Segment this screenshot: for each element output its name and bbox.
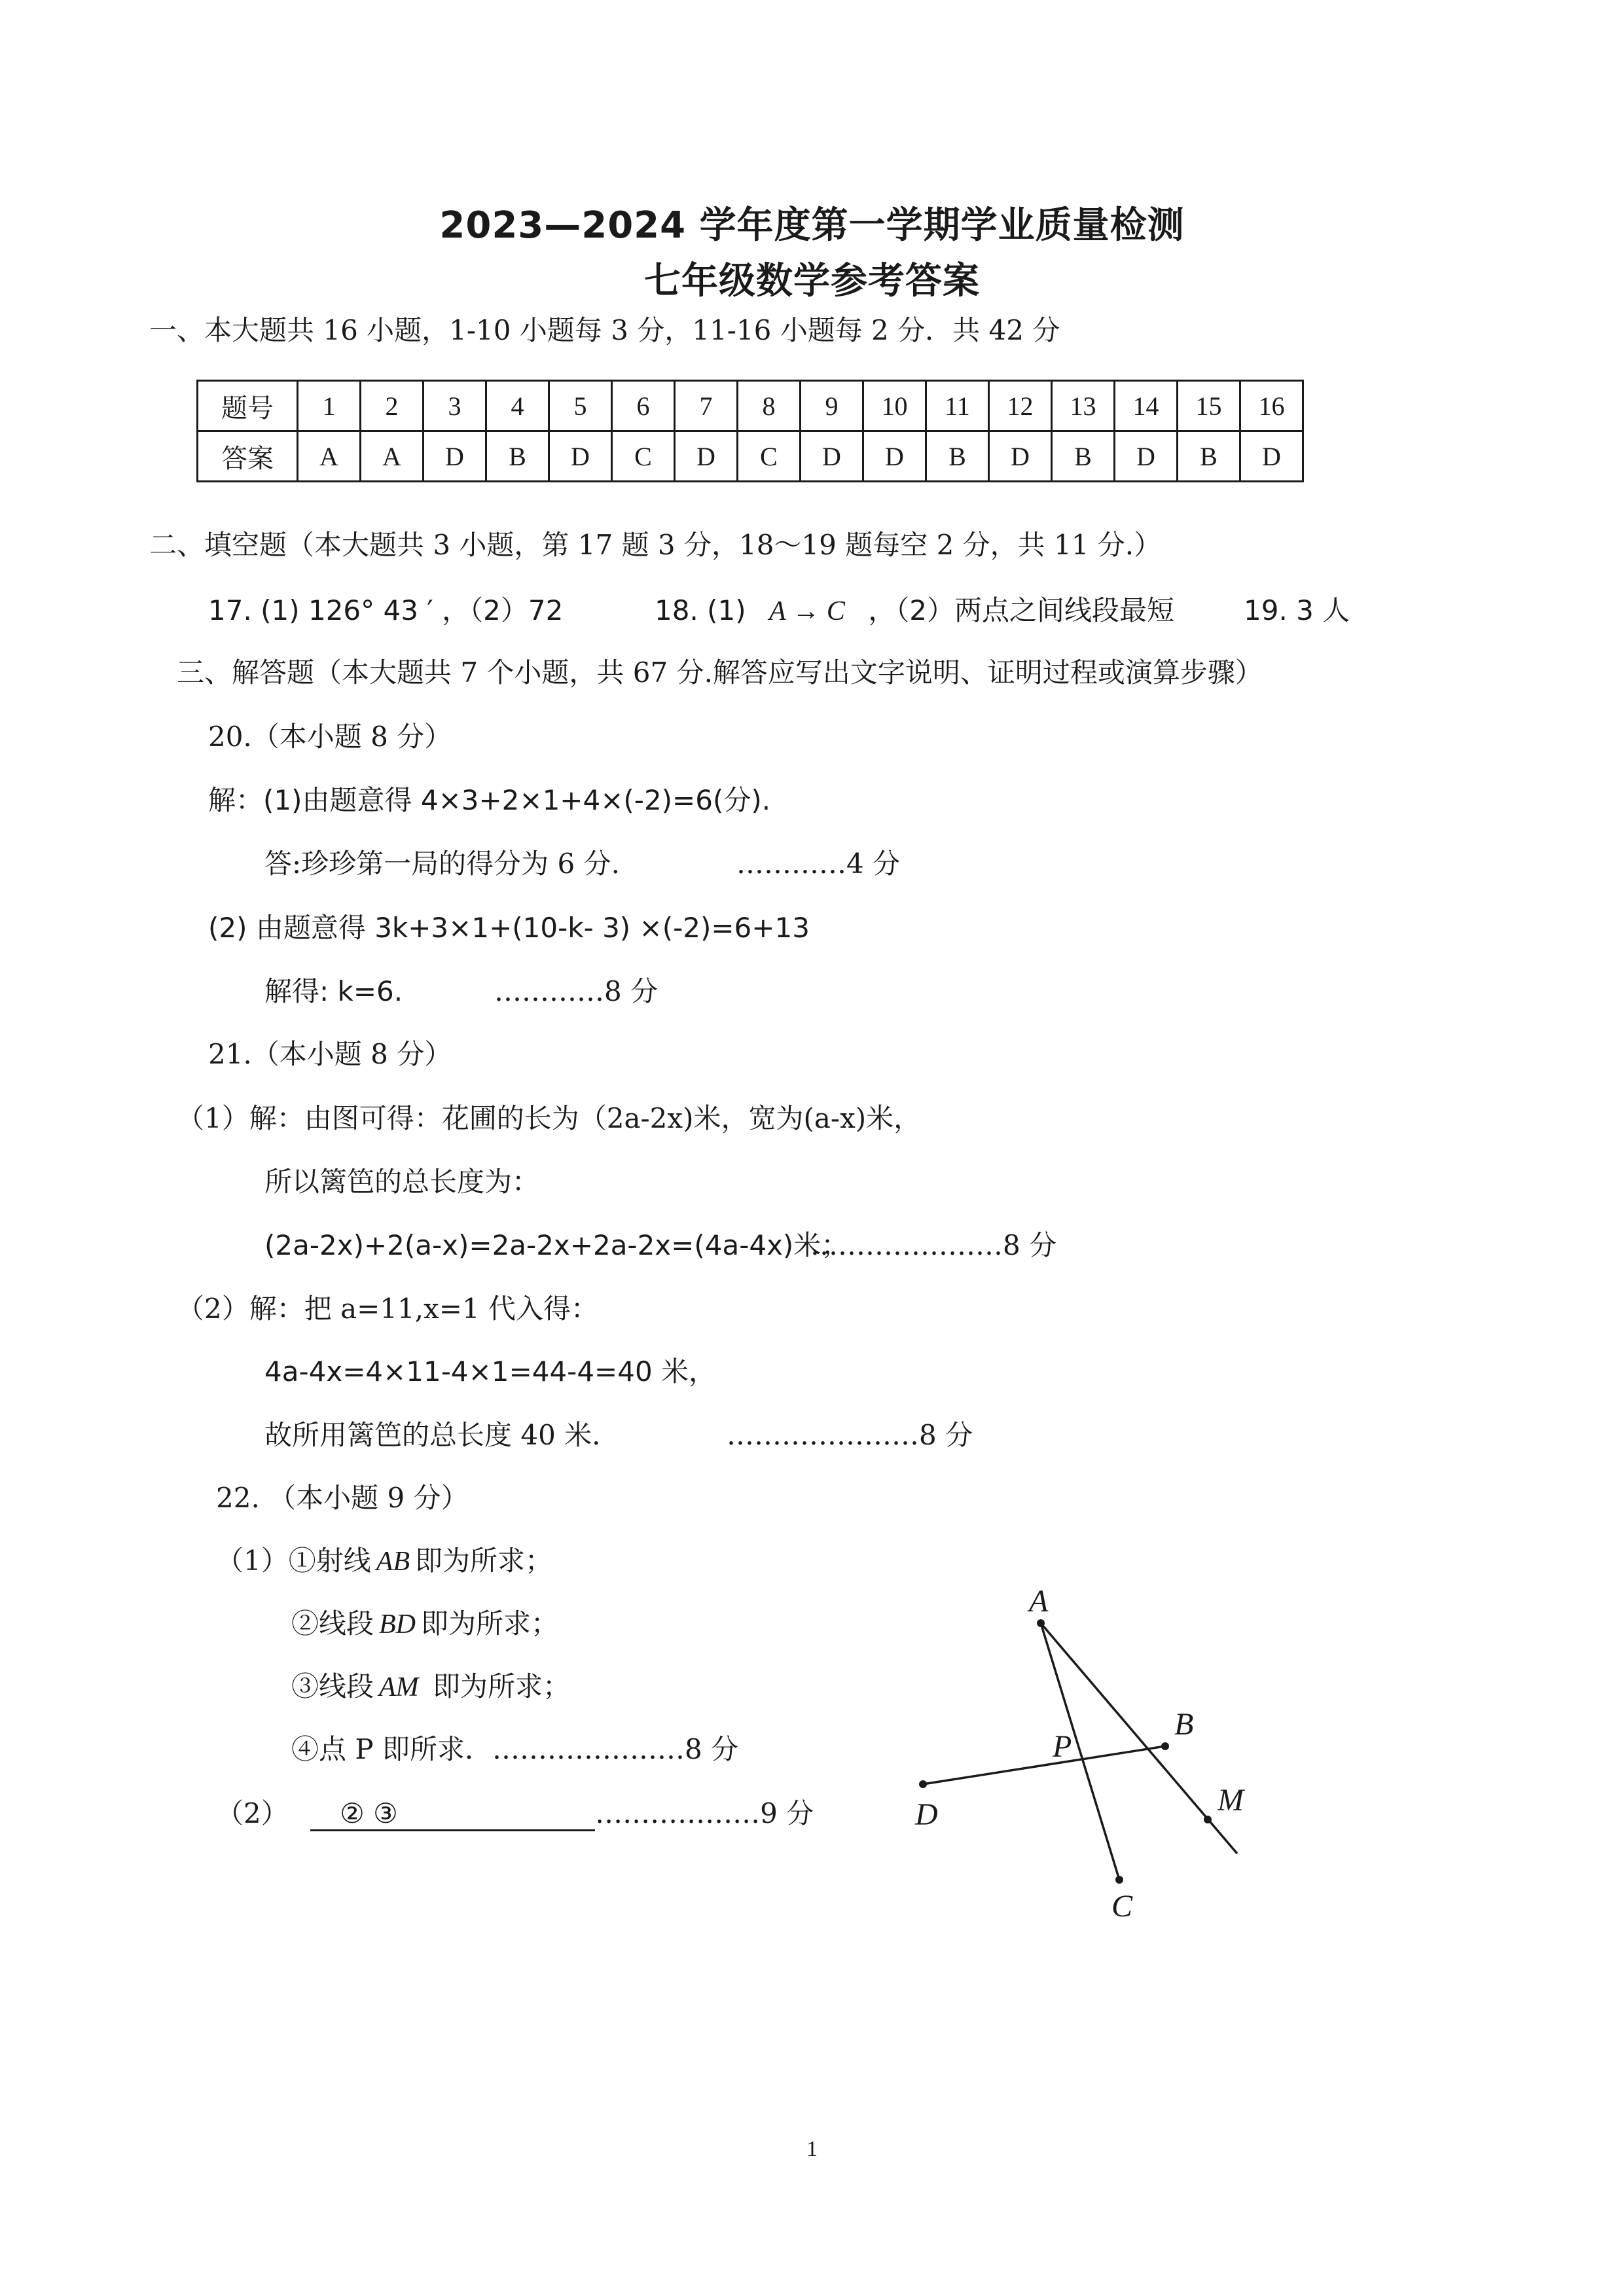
q20-line3: (2) 由题意得 3k+3×1+(10-k- 3) ×(-2)=6+13 <box>208 912 810 944</box>
answer-cell: D <box>675 431 738 482</box>
question-number: 5 <box>549 381 612 431</box>
section2-heading: 二、填空题（本大题共 3 小题，第 17 题 3 分，18～19 题每空 2 分，共 11 分.） <box>149 529 1162 561</box>
answer-cell: D <box>424 431 486 482</box>
q22-line2 <box>291 1602 558 1641</box>
q22-line1 <box>216 1539 552 1579</box>
q22-header: 22. （本小题 9 分） <box>216 1482 469 1514</box>
point-d <box>919 1780 927 1788</box>
q17-answer: 17. (1) 126° 43 ′ ，（2）72 <box>208 594 564 626</box>
q20-score2: …………8 分 <box>494 975 659 1007</box>
q22-part2-label: （2） <box>216 1797 289 1829</box>
q22-score2: ………………9 分 <box>595 1797 814 1829</box>
answer-cell: A <box>298 431 361 482</box>
q22-line1-prefix: （1）①射线 <box>216 1545 371 1577</box>
q22-line2-prefix: ②线段 <box>291 1607 374 1640</box>
q22-line5 <box>216 1792 814 1831</box>
answer-cell: A <box>361 431 424 482</box>
title-line1: 2023—2024 学年度第一学期学业质量检测 <box>439 204 1185 247</box>
label-c: C <box>1111 1889 1133 1924</box>
question-number: 2 <box>361 381 424 431</box>
q22-line3-prefix: ③线段 <box>291 1670 374 1702</box>
q21-line4: （2）解：把 a=11,x=1 代入得： <box>177 1293 599 1325</box>
q21-line2: 所以篱笆的总长度为： <box>264 1166 540 1198</box>
section1-heading: 一、本大题共 16 小题，1-10 小题每 3 分，11-16 小题每 2 分．共 42 分 <box>149 314 1060 346</box>
label-m: M <box>1218 1783 1244 1818</box>
q21-header: 21.（本小题 8 分） <box>208 1038 452 1070</box>
point-b <box>1161 1742 1169 1750</box>
question-number: 15 <box>1178 381 1240 431</box>
title-line2: 七年级数学参考答案 <box>644 260 980 302</box>
q19-answer: 19. 3 人 <box>1244 594 1350 626</box>
answer-cell: B <box>926 431 989 482</box>
question-number: 6 <box>612 381 675 431</box>
answer-cell: D <box>801 431 863 482</box>
q21-line1: （1）解：由图可得：花圃的长为（2a-2x)米，宽为(a-x)米， <box>177 1102 922 1134</box>
q21-line3: (2a-2x)+2(a-x)=2a-2x+2a-2x=(4a-4x)米； <box>264 1229 849 1261</box>
section3-heading: 三、解答题（本大题共 7 个小题，共 67 分.解答应写出文字说明、证明过程或演算步骤） <box>177 656 1263 689</box>
q20-header: 20.（本小题 8 分） <box>208 721 452 753</box>
q22-line1-math: AB <box>376 1547 410 1577</box>
segment-bd <box>923 1746 1165 1784</box>
q20-line1: 解：(1)由题意得 4×3+2×1+4×(-2)=6(分). <box>208 784 771 816</box>
question-number: 9 <box>801 381 863 431</box>
q22-line3-suffix: 即为所求； <box>424 1670 571 1702</box>
answer-cell: D <box>549 431 612 482</box>
answer-table <box>196 380 1304 482</box>
question-number: 13 <box>1052 381 1115 431</box>
q18-answer <box>655 589 1174 628</box>
geometry-figure <box>884 1584 1290 1924</box>
answer-cell: D <box>989 431 1052 482</box>
label-b: B <box>1174 1707 1194 1742</box>
q22-line2-suffix: 即为所求； <box>421 1607 559 1640</box>
q20-score1: …………4 分 <box>736 848 901 880</box>
question-number: 1 <box>298 381 361 431</box>
point-m <box>1204 1816 1212 1823</box>
q22-line3-math: AM <box>379 1672 419 1702</box>
answer-cell: C <box>738 431 801 482</box>
label-d: D <box>915 1797 938 1832</box>
question-number: 8 <box>738 381 801 431</box>
question-number: 10 <box>863 381 926 431</box>
label-a: A <box>1029 1584 1049 1619</box>
q20-line4: 解得: k=6. <box>264 975 403 1007</box>
q21-line6: 故所用篱笆的总长度 40 米. <box>264 1419 601 1451</box>
label-p: P <box>1053 1729 1072 1764</box>
question-number: 12 <box>989 381 1052 431</box>
q22-score1: …………………8 分 <box>492 1733 739 1765</box>
answer-cell: D <box>1240 431 1303 482</box>
point-a <box>1037 1619 1045 1627</box>
q20-line2: 答:珍珍第一局的得分为 6 分. <box>264 848 620 880</box>
q22-line4 <box>291 1728 738 1767</box>
q18-suffix: ，（2）两点之间线段最短 <box>868 594 1175 626</box>
q21-line5: 4a-4x=4×11-4×1=44-4=40 米， <box>264 1355 717 1388</box>
row-label-number: 题号 <box>198 381 298 431</box>
question-number: 4 <box>486 381 549 431</box>
q22-answer-blank: ② ③ <box>310 1797 595 1831</box>
q22-line2-math: BD <box>379 1609 416 1640</box>
row-label-answer: 答案 <box>198 431 298 482</box>
answer-cell: D <box>1115 431 1178 482</box>
answer-table-row-numbers <box>198 381 1303 431</box>
question-number: 7 <box>675 381 738 431</box>
answer-cell: B <box>486 431 549 482</box>
q22-line3 <box>291 1665 570 1704</box>
q22-line4-text: ④点 P 即所求． <box>291 1733 492 1765</box>
page-number: 1 <box>806 2137 818 2161</box>
question-number: 11 <box>926 381 989 431</box>
q22-line1-suffix: 即为所求； <box>415 1545 553 1577</box>
answer-cell: B <box>1052 431 1115 482</box>
q21-score1: …………………8 分 <box>810 1229 1057 1261</box>
answer-table-row-answers <box>198 431 1303 482</box>
answer-cell: B <box>1178 431 1240 482</box>
q18-prefix: 18. (1) <box>655 594 746 626</box>
point-c <box>1115 1876 1123 1884</box>
q21-score2: …………………8 分 <box>727 1419 973 1451</box>
question-number: 14 <box>1115 381 1178 431</box>
answer-cell: D <box>863 431 926 482</box>
question-number: 3 <box>424 381 486 431</box>
question-number: 16 <box>1240 381 1303 431</box>
q18-math: A → C <box>769 596 845 626</box>
answer-cell: C <box>612 431 675 482</box>
